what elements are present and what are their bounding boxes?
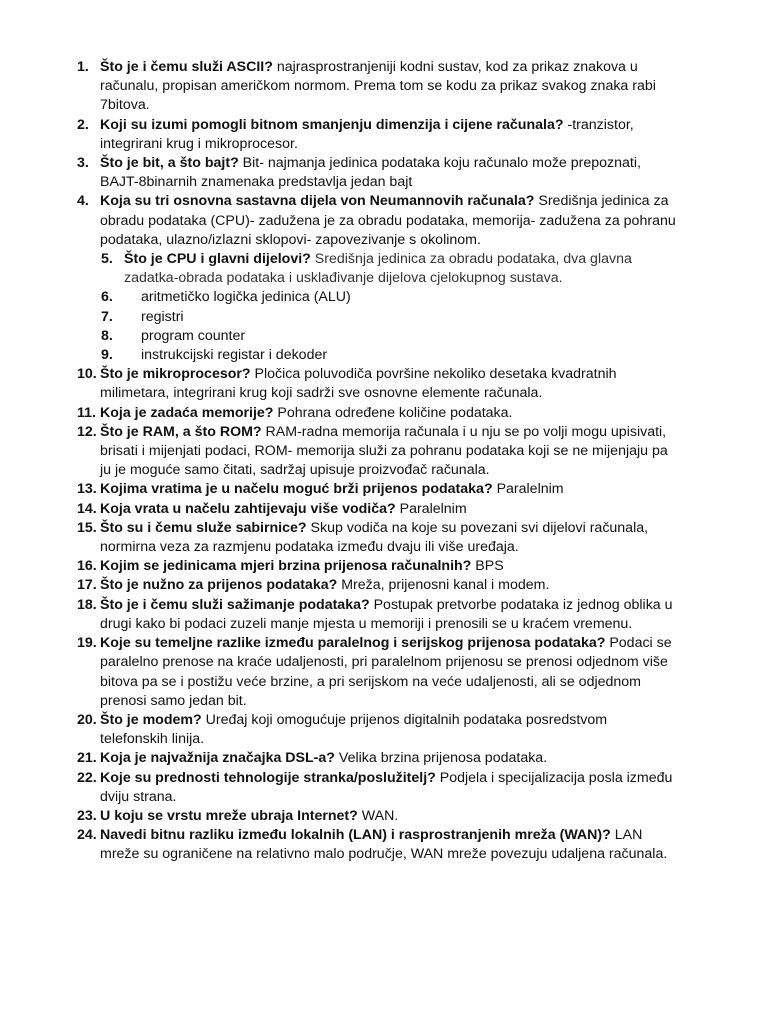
list-item	[0, 116, 768, 154]
answer: Postupak pretvorbe podataka iz jednog oblika u drugi kako bi podaci zuzeli manje mjesta u memoriji i prenosili se u kraćem vremenu.	[100, 596, 673, 632]
question: Kojim se jedinicama mjeri brzina prijenosa računalnih?	[100, 558, 472, 575]
list-item	[0, 58, 768, 116]
item-number: 7.	[101, 308, 113, 325]
list-item	[0, 519, 768, 557]
item-number: 4.	[77, 193, 89, 210]
item-number: 1.	[77, 59, 89, 75]
list-item	[0, 154, 768, 192]
answer: Podaci se paralelno prenose na kraće udaljenosti, pri paralelnom prijenosu se prenosi odjednom više bitova pa se i postižu veće brzine, a pri serijskom na veće udaljenosti, ali se odjednom prenosi samo jedan bit.	[100, 635, 672, 709]
item-number: 14.	[77, 500, 97, 517]
question: Kojima vratima je u načelu moguć brži prijenos podataka?	[100, 481, 493, 498]
answer: LAN mreže su ograničene na relativno malo područje, WAN mreže povezuju udaljena računala.	[100, 827, 668, 863]
list-item	[0, 404, 768, 423]
item-number: 18.	[77, 596, 97, 613]
list-item	[0, 769, 768, 807]
answer: Podjela i specijalizacija posla između dviju strana.	[100, 769, 673, 805]
answer: -tranzistor, integrirani krug i mikroprocesor.	[100, 116, 634, 152]
question: U koju se vrstu mreže ubraja Internet?	[100, 807, 358, 824]
list-item	[0, 288, 768, 307]
question: Koja su tri osnovna sastavna dijela von Neumannovih računala?	[100, 193, 535, 210]
question: Što su i čemu služe sabirnice?	[100, 519, 307, 536]
list-item	[0, 346, 768, 365]
question: Koji su izumi pomogli bitnom smanjenju dimenzija i cijene računala?	[100, 116, 564, 133]
item-number: 23.	[77, 807, 97, 824]
item-number: 13.	[77, 481, 97, 498]
answer: WAN.	[357, 807, 399, 824]
list-item	[0, 634, 768, 711]
question: Što je modem?	[100, 711, 202, 728]
list-item	[0, 192, 768, 250]
item-number: 5.	[101, 251, 113, 268]
question: Koje su temeljne razlike između paralelnog i serijskog prijenosa podataka?	[100, 635, 606, 652]
list-item	[0, 557, 768, 576]
answer: Mreža, prijenosni kanal i modem.	[337, 577, 550, 594]
list-item	[0, 480, 768, 499]
item-number: 22.	[77, 769, 97, 786]
list-item	[0, 711, 768, 749]
list-item	[0, 365, 768, 403]
question: Što je nužno za prijenos podataka?	[100, 577, 338, 594]
question: Navedi bitnu razliku između lokalnih (LAN) i rasprostranjenih mreža (WAN)?	[100, 827, 611, 844]
list-item	[0, 826, 768, 864]
answer: Uređaj koji omogućuje prijenos digitalnih podataka posredstvom telefonskih linija.	[100, 711, 608, 748]
item-number: 11.	[77, 404, 96, 421]
list-item	[0, 423, 768, 481]
item-number: 3.	[77, 155, 89, 172]
answer: program counter	[141, 327, 246, 344]
item-number: 12.	[77, 423, 97, 440]
list-item	[0, 749, 768, 768]
answer: BPS	[471, 558, 504, 575]
answer: instrukcijski registar i dekoder	[141, 347, 328, 364]
answer: aritmetičko logička jedinica (ALU)	[141, 289, 351, 306]
question: Koja vrata u načelu zahtijevaju više vodiča?	[100, 500, 396, 517]
list-item	[0, 596, 768, 634]
item-number: 24.	[77, 827, 97, 844]
answer: Središnja jedinica za obradu podataka, dva glavna zadatka-obrada podataka i usklađivanje dijelova cjelokupnog sustava.	[124, 251, 632, 287]
item-number: 20.	[77, 711, 97, 728]
answer: Paralelnim	[395, 500, 467, 517]
item-number: 19.	[77, 635, 97, 652]
item-number: 17.	[77, 577, 97, 594]
answer: Skup vodiča na koje su povezani svi dijelovi računala, normirna veza za razmjenu podataka između dvaju ili više uređaja.	[100, 519, 649, 556]
item-number: 21.	[77, 750, 97, 767]
question: Što je CPU i glavni dijelovi?	[124, 251, 311, 268]
item-number: 15.	[77, 519, 97, 536]
answer: Pohrana određene količine podataka.	[273, 404, 513, 421]
item-number: 6.	[101, 289, 113, 306]
question: Koje su prednosti tehnologije stranka/poslužitelj?	[100, 769, 436, 786]
answer: najrasprostranjeniji kodni sustav, kod za prikaz znakova u računalu, propisan američkom normom. Prema tom se kodu za prikaz svakog znaka rabi 7bitova.	[100, 59, 656, 114]
question: Što je i čemu služi sažimanje podataka?	[100, 596, 370, 613]
answer: Pločica poluvodiča površine nekoliko desetaka kvadratnih milimetara, integrirani krug koji sadrži sve osnovne elemente računala.	[100, 366, 617, 402]
answer: Velika brzina prijenosa podataka.	[334, 750, 548, 767]
item-number: 2.	[77, 116, 89, 133]
list-item	[0, 250, 768, 288]
item-number: 9.	[101, 347, 113, 364]
list-item	[0, 576, 768, 595]
question: Što je bit, a što bajt?	[100, 155, 239, 172]
answer: RAM-radna memorija računala i u nju se po volji mogu upisivati, brisati i mijenjati podaci, ROM- memorija služi za pohranu podataka koji se ne mijenjaju pa ju je moguće samo čitati, sadržaj upisuje proizvođač računala.	[100, 423, 668, 479]
qa-list	[0, 58, 768, 865]
answer: registri	[141, 308, 184, 325]
item-number: 10.	[77, 366, 97, 383]
question: Što je i čemu služi ASCII?	[100, 59, 273, 75]
answer: Bit- najmanja jedinica podataka koju računalo može prepoznati, BAJT-8binarnih znamenaka predstavlja jedan bajt	[100, 155, 641, 191]
item-number: 8.	[101, 327, 113, 344]
list-item	[0, 327, 768, 346]
question: Koja je zadaća memorije?	[100, 404, 274, 421]
question: Koja je najvažnija značajka DSL-a?	[100, 750, 335, 767]
list-item	[0, 308, 768, 327]
list-item	[0, 500, 768, 519]
question: Što je RAM, a što ROM?	[100, 423, 262, 440]
question: Što je mikroprocesor?	[100, 366, 251, 383]
answer: Središnja jedinica za obradu podataka (CPU)- zadužena je za obradu podataka, memorija- zadužena za pohranu podataka, ulazno/izlazni sklopovi- zapovezivanje s okolinom.	[100, 193, 676, 248]
list-item	[0, 807, 768, 826]
item-number: 16.	[77, 558, 97, 575]
answer: Paralelnim	[492, 481, 564, 498]
